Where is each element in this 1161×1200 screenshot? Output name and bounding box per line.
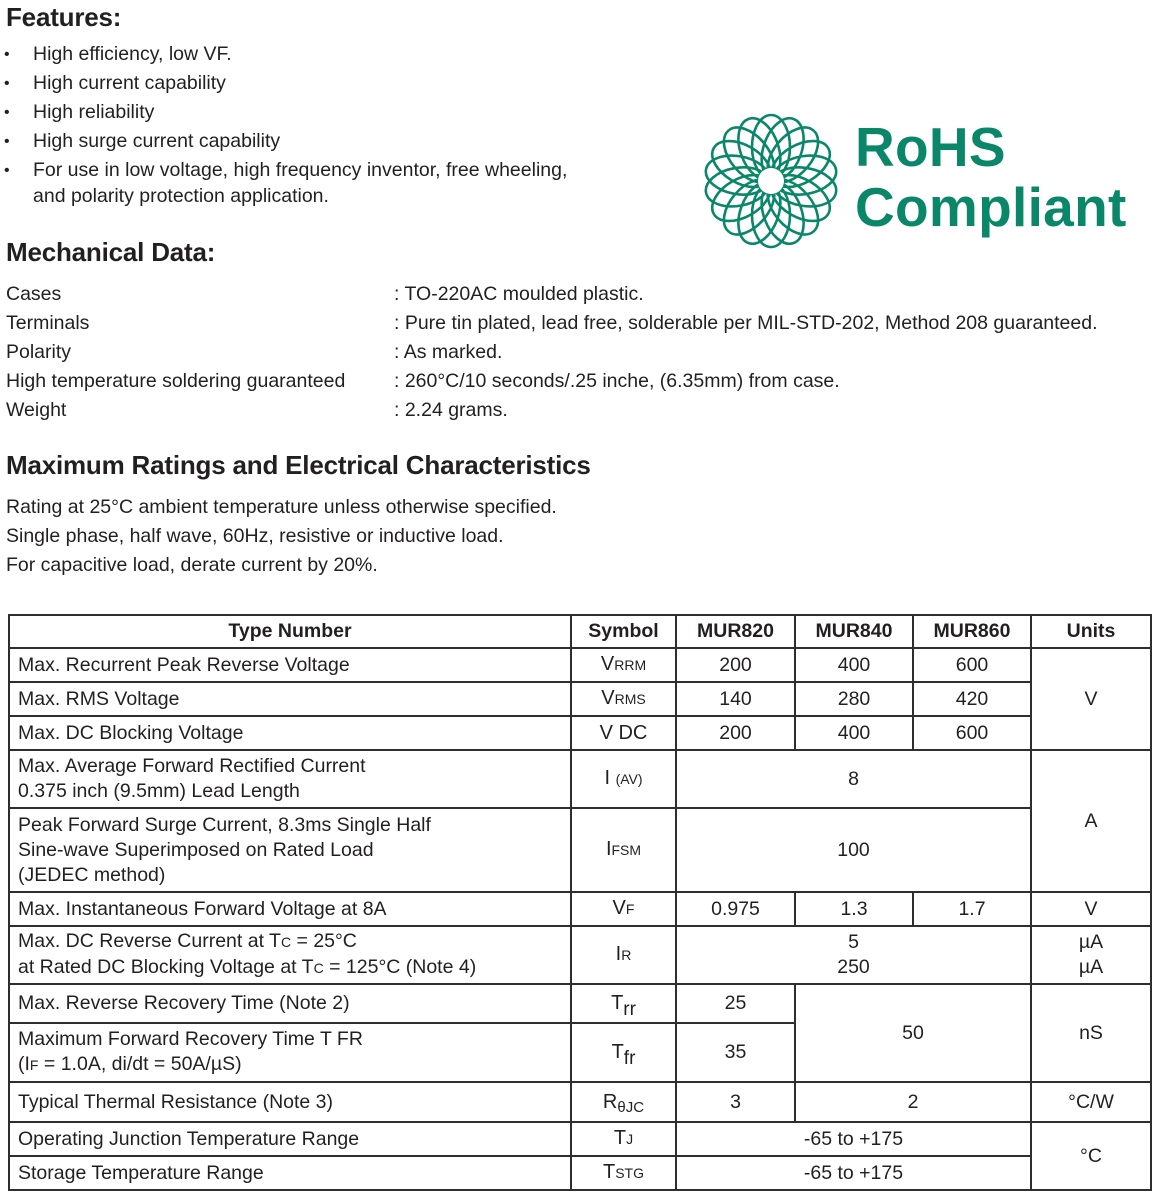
bullet-icon: • — [4, 162, 10, 179]
table-row — [9, 892, 1151, 926]
value-mur820: 140 — [676, 682, 795, 716]
value-mur860: 600 — [913, 716, 1031, 750]
param-desc: Maximum Forward Recovery Time T FR (IF = 1.0A, di/dt = 50A/µS) — [9, 1023, 571, 1082]
param-symbol: V DC — [571, 716, 676, 750]
mech-value: : Pure tin plated, lead free, solderable per MIL-STD-202, Method 208 guaranteed. — [394, 312, 1098, 334]
value-mur820: 35 — [676, 1023, 795, 1082]
param-symbol: IR — [571, 926, 676, 984]
unit-temperature: °C — [1031, 1122, 1151, 1190]
mech-key: Polarity — [6, 341, 72, 363]
feature-text: High surge current capability — [33, 130, 281, 152]
table-row — [9, 984, 1151, 1023]
value-mur820: 3 — [676, 1082, 795, 1122]
feature-item — [0, 158, 640, 209]
value-mur820: 25 — [676, 984, 795, 1023]
param-desc: Max. Recurrent Peak Reverse Voltage — [9, 648, 571, 682]
value-mur860: 420 — [913, 682, 1031, 716]
table-header-row — [9, 615, 1151, 648]
mech-row-soldering — [6, 367, 1156, 396]
table-row — [9, 648, 1151, 682]
rohs-rosette-icon — [703, 113, 839, 249]
param-symbol: $T_{rr}$ — [571, 984, 676, 1023]
mech-key: Terminals — [6, 312, 90, 334]
table-row — [9, 716, 1151, 750]
value-mur840: 400 — [795, 648, 913, 682]
value-all-types: -65 to +175 — [676, 1122, 1031, 1156]
value-mur820: 200 — [676, 648, 795, 682]
param-symbol: TJ — [571, 1122, 676, 1156]
electrical-characteristics-table — [8, 614, 1152, 1191]
ratings-notes — [6, 493, 557, 580]
ratings-note: Rating at 25°C ambient temperature unless otherwise specified. — [6, 496, 557, 518]
mech-key: Weight — [6, 399, 67, 421]
param-desc: Max. Instantaneous Forward Voltage at 8A — [9, 892, 571, 926]
table-row — [9, 926, 1151, 984]
mechanical-heading: Mechanical Data: — [6, 237, 216, 267]
mech-row-cases — [6, 280, 1156, 309]
value-mur820: 0.975 — [676, 892, 795, 926]
features-list — [0, 42, 640, 209]
unit-time: nS — [1031, 984, 1151, 1082]
unit-voltage: V — [1031, 648, 1151, 750]
header-symbol: Symbol — [571, 615, 676, 648]
rohs-line1: RoHS — [855, 116, 1006, 178]
header-units: Units — [1031, 615, 1151, 648]
param-desc: Max. DC Reverse Current at TC = 25°C at Rated DC Blocking Voltage at TC = 125°C (Note 4) — [9, 926, 571, 984]
table-row — [9, 1082, 1151, 1122]
value-mur840: 400 — [795, 716, 913, 750]
mech-value: : 260°C/10 seconds/.25 inche, (6.35mm) from case. — [394, 370, 840, 392]
rohs-line2: Compliant — [855, 176, 1127, 238]
header-mur860: MUR860 — [913, 615, 1031, 648]
rohs-text — [855, 117, 1127, 237]
feature-text: For use in low voltage, high frequency inventor, free wheeling, — [33, 159, 568, 181]
value-mur820: 200 — [676, 716, 795, 750]
mech-row-polarity — [6, 338, 1156, 367]
bullet-icon: • — [4, 75, 10, 92]
table-row — [9, 1122, 1151, 1156]
param-desc: Max. RMS Voltage — [9, 682, 571, 716]
unit-vf: V — [1031, 892, 1151, 926]
value-all-types: 8 — [676, 750, 1031, 808]
table-row — [9, 808, 1151, 892]
unit-thermal: °C/W — [1031, 1082, 1151, 1122]
features-heading: Features: — [6, 2, 122, 32]
value-all-types: 5 250 — [676, 926, 1031, 984]
bullet-icon: • — [4, 46, 10, 63]
feature-item — [0, 42, 640, 68]
mech-row-weight — [6, 396, 1156, 425]
feature-text: High reliability — [33, 101, 155, 123]
header-mur840: MUR840 — [795, 615, 913, 648]
mechanical-data-list — [6, 280, 1156, 425]
table-row — [9, 682, 1151, 716]
table-row — [9, 750, 1151, 808]
mech-key: High temperature soldering guaranteed — [6, 370, 346, 392]
param-symbol: I (AV) — [571, 750, 676, 808]
param-desc: Storage Temperature Range — [9, 1156, 571, 1190]
param-symbol: VRRM — [571, 648, 676, 682]
param-symbol: VF — [571, 892, 676, 926]
value-mur840-mur860: 50 — [795, 984, 1031, 1082]
feature-item — [0, 71, 640, 97]
bullet-icon: • — [4, 104, 10, 121]
param-symbol: $R_{\theta JC}$ — [571, 1082, 676, 1122]
param-symbol: $T_{fr}$ — [571, 1023, 676, 1082]
param-symbol: VRMS — [571, 682, 676, 716]
bullet-icon: • — [4, 133, 10, 150]
rohs-compliant-logo — [703, 113, 1158, 253]
feature-item — [0, 129, 640, 155]
param-desc: Max. DC Blocking Voltage — [9, 716, 571, 750]
value-mur840: 1.3 — [795, 892, 913, 926]
unit-ir: µA µA — [1031, 926, 1151, 984]
header-type-number: Type Number — [9, 615, 571, 648]
param-desc: Typical Thermal Resistance (Note 3) — [9, 1082, 571, 1122]
param-desc: Operating Junction Temperature Range — [9, 1122, 571, 1156]
feature-item — [0, 100, 640, 126]
mech-value: : 2.24 grams. — [394, 399, 508, 421]
mech-value: : TO-220AC moulded plastic. — [394, 283, 644, 305]
mech-value: : As marked. — [394, 341, 503, 363]
param-desc: Max. Reverse Recovery Time (Note 2) — [9, 984, 571, 1023]
value-mur840-mur860: 2 — [795, 1082, 1031, 1122]
feature-text-continued: and polarity protection application. — [33, 184, 329, 207]
unit-current: A — [1031, 750, 1151, 892]
value-all-types: -65 to +175 — [676, 1156, 1031, 1190]
table-row — [9, 1156, 1151, 1190]
mech-row-terminals — [6, 309, 1156, 338]
value-mur860: 600 — [913, 648, 1031, 682]
header-mur820: MUR820 — [676, 615, 795, 648]
mech-key: Cases — [6, 283, 62, 305]
param-symbol: IFSM — [571, 808, 676, 892]
ratings-note: For capacitive load, derate current by 20%. — [6, 554, 378, 576]
ratings-note: Single phase, half wave, 60Hz, resistive or inductive load. — [6, 525, 504, 547]
param-desc: Peak Forward Surge Current, 8.3ms Single Half Sine-wave Superimposed on Rated Load (JEDEC method) — [9, 808, 571, 892]
value-mur840: 280 — [795, 682, 913, 716]
param-desc: Max. Average Forward Rectified Current 0.375 inch (9.5mm) Lead Length — [9, 750, 571, 808]
value-mur860: 1.7 — [913, 892, 1031, 926]
ratings-heading: Maximum Ratings and Electrical Characteristics — [6, 450, 591, 480]
value-all-types: 100 — [676, 808, 1031, 892]
feature-text: High efficiency, low VF. — [33, 43, 232, 65]
param-symbol: TSTG — [571, 1156, 676, 1190]
feature-text: High current capability — [33, 72, 226, 94]
